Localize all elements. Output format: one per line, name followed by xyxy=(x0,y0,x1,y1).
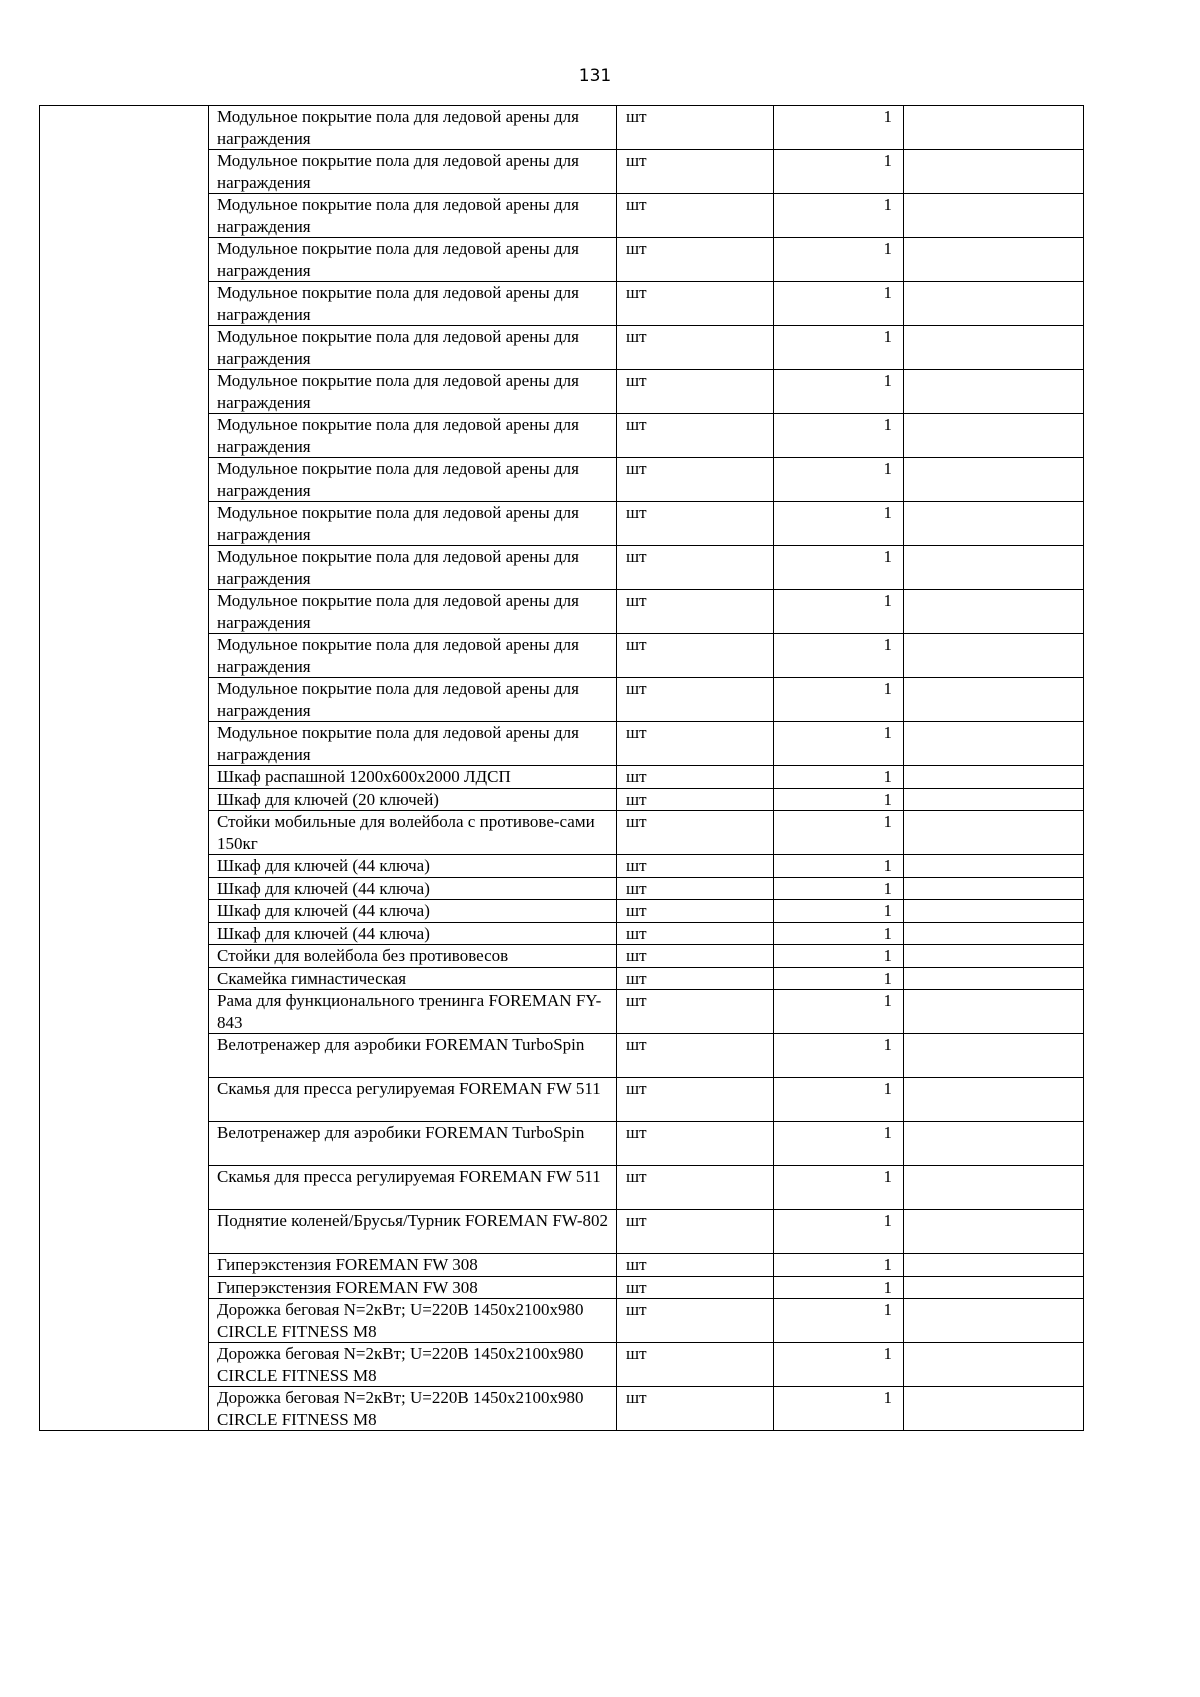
row-blank-right-cell xyxy=(904,634,1084,678)
row-blank-left-cell xyxy=(40,811,209,855)
row-blank-right-cell xyxy=(904,990,1084,1034)
row-blank-right-cell xyxy=(904,326,1084,370)
row-blank-right-cell xyxy=(904,414,1084,458)
row-blank-right-cell xyxy=(904,238,1084,282)
row-blank-left-cell xyxy=(40,1210,209,1254)
table-row xyxy=(40,811,1084,855)
unit-cell: шт xyxy=(617,678,774,722)
row-blank-right-cell xyxy=(904,150,1084,194)
quantity-cell: 1 xyxy=(774,811,904,855)
row-blank-left-cell xyxy=(40,766,209,789)
row-blank-left-cell xyxy=(40,326,209,370)
quantity-cell: 1 xyxy=(774,945,904,968)
item-name-cell: Стойки для волейбола без противовесов xyxy=(209,945,617,968)
row-blank-left-cell xyxy=(40,1254,209,1277)
equipment-table xyxy=(39,105,1084,1431)
table-row xyxy=(40,1210,1084,1254)
unit-cell: шт xyxy=(617,722,774,766)
table-row xyxy=(40,194,1084,238)
row-blank-left-cell xyxy=(40,370,209,414)
table-row xyxy=(40,326,1084,370)
item-name-cell: Модульное покрытие пола для ледовой арены для награждения xyxy=(209,238,617,282)
unit-cell: шт xyxy=(617,150,774,194)
unit-cell: шт xyxy=(617,1299,774,1343)
row-blank-right-cell xyxy=(904,194,1084,238)
unit-cell: шт xyxy=(617,590,774,634)
row-blank-left-cell xyxy=(40,900,209,923)
item-name-cell: Модульное покрытие пола для ледовой арены для награждения xyxy=(209,414,617,458)
row-blank-right-cell xyxy=(904,546,1084,590)
unit-cell: шт xyxy=(617,900,774,923)
table-row xyxy=(40,282,1084,326)
unit-cell: шт xyxy=(617,1034,774,1078)
unit-cell: шт xyxy=(617,855,774,878)
item-name-cell: Дорожка беговая N=2кВт; U=220В 1450х2100х980 CIRCLE FITNESS M8 xyxy=(209,1299,617,1343)
table-row xyxy=(40,900,1084,923)
unit-cell: шт xyxy=(617,811,774,855)
table-row xyxy=(40,1299,1084,1343)
quantity-cell: 1 xyxy=(774,590,904,634)
table-row xyxy=(40,1387,1084,1431)
quantity-cell: 1 xyxy=(774,1299,904,1343)
row-blank-left-cell xyxy=(40,546,209,590)
row-blank-right-cell xyxy=(904,967,1084,990)
quantity-cell: 1 xyxy=(774,370,904,414)
table-row xyxy=(40,855,1084,878)
quantity-cell: 1 xyxy=(774,238,904,282)
quantity-cell: 1 xyxy=(774,766,904,789)
row-blank-left-cell xyxy=(40,634,209,678)
unit-cell: шт xyxy=(617,238,774,282)
table-row xyxy=(40,1034,1084,1078)
item-name-cell: Модульное покрытие пола для ледовой арены для награждения xyxy=(209,678,617,722)
quantity-cell: 1 xyxy=(774,855,904,878)
item-name-cell: Шкаф распашной 1200х600х2000 ЛДСП xyxy=(209,766,617,789)
unit-cell: шт xyxy=(617,1387,774,1431)
item-name-cell: Модульное покрытие пола для ледовой арены для награждения xyxy=(209,546,617,590)
table-row xyxy=(40,590,1084,634)
table-row xyxy=(40,370,1084,414)
row-blank-right-cell xyxy=(904,590,1084,634)
row-blank-right-cell xyxy=(904,722,1084,766)
item-name-cell: Рама для функционального тренинга FOREMAN FY-843 xyxy=(209,990,617,1034)
table-row xyxy=(40,1276,1084,1299)
row-blank-right-cell xyxy=(904,1343,1084,1387)
quantity-cell: 1 xyxy=(774,150,904,194)
row-blank-left-cell xyxy=(40,877,209,900)
item-name-cell: Шкаф для ключей (44 ключа) xyxy=(209,900,617,923)
row-blank-left-cell xyxy=(40,678,209,722)
row-blank-right-cell xyxy=(904,811,1084,855)
table-row xyxy=(40,722,1084,766)
row-blank-right-cell xyxy=(904,1034,1084,1078)
item-name-cell: Модульное покрытие пола для ледовой арены для награждения xyxy=(209,458,617,502)
item-name-cell: Стойки мобильные для волейбола с противове-сами 150кг xyxy=(209,811,617,855)
unit-cell: шт xyxy=(617,414,774,458)
row-blank-left-cell xyxy=(40,238,209,282)
quantity-cell: 1 xyxy=(774,326,904,370)
item-name-cell: Модульное покрытие пола для ледовой арены для награждения xyxy=(209,106,617,150)
item-name-cell: Шкаф для ключей (44 ключа) xyxy=(209,922,617,945)
item-name-cell: Модульное покрытие пола для ледовой арены для награждения xyxy=(209,282,617,326)
quantity-cell: 1 xyxy=(774,990,904,1034)
quantity-cell: 1 xyxy=(774,1034,904,1078)
item-name-cell: Скамейка гимнастическая xyxy=(209,967,617,990)
row-blank-right-cell xyxy=(904,106,1084,150)
quantity-cell: 1 xyxy=(774,722,904,766)
unit-cell: шт xyxy=(617,1166,774,1210)
unit-cell: шт xyxy=(617,370,774,414)
quantity-cell: 1 xyxy=(774,1122,904,1166)
quantity-cell: 1 xyxy=(774,877,904,900)
row-blank-left-cell xyxy=(40,282,209,326)
quantity-cell: 1 xyxy=(774,922,904,945)
quantity-cell: 1 xyxy=(774,1078,904,1122)
row-blank-right-cell xyxy=(904,458,1084,502)
item-name-cell: Велотренажер для аэробики FOREMAN TurboSpin xyxy=(209,1034,617,1078)
table-row xyxy=(40,990,1084,1034)
row-blank-left-cell xyxy=(40,1122,209,1166)
row-blank-left-cell xyxy=(40,458,209,502)
row-blank-right-cell xyxy=(904,788,1084,811)
row-blank-left-cell xyxy=(40,106,209,150)
row-blank-right-cell xyxy=(904,1254,1084,1277)
row-blank-left-cell xyxy=(40,414,209,458)
unit-cell: шт xyxy=(617,282,774,326)
row-blank-left-cell xyxy=(40,967,209,990)
unit-cell: шт xyxy=(617,326,774,370)
item-name-cell: Шкаф для ключей (20 ключей) xyxy=(209,788,617,811)
table-row xyxy=(40,967,1084,990)
item-name-cell: Модульное покрытие пола для ледовой арены для награждения xyxy=(209,194,617,238)
row-blank-right-cell xyxy=(904,502,1084,546)
row-blank-left-cell xyxy=(40,1387,209,1431)
row-blank-left-cell xyxy=(40,1343,209,1387)
table-row xyxy=(40,414,1084,458)
row-blank-left-cell xyxy=(40,1034,209,1078)
table-row xyxy=(40,546,1084,590)
item-name-cell: Модульное покрытие пола для ледовой арены для награждения xyxy=(209,502,617,546)
unit-cell: шт xyxy=(617,922,774,945)
row-blank-right-cell xyxy=(904,945,1084,968)
table-row xyxy=(40,634,1084,678)
equipment-table-container xyxy=(39,105,1084,1431)
quantity-cell: 1 xyxy=(774,502,904,546)
table-row xyxy=(40,502,1084,546)
unit-cell: шт xyxy=(617,194,774,238)
row-blank-right-cell xyxy=(904,877,1084,900)
equipment-table-body xyxy=(40,106,1084,1431)
row-blank-right-cell xyxy=(904,1299,1084,1343)
item-name-cell: Модульное покрытие пола для ледовой арены для награждения xyxy=(209,722,617,766)
row-blank-right-cell xyxy=(904,855,1084,878)
row-blank-left-cell xyxy=(40,990,209,1034)
row-blank-right-cell xyxy=(904,766,1084,789)
row-blank-right-cell xyxy=(904,1276,1084,1299)
quantity-cell: 1 xyxy=(774,1343,904,1387)
row-blank-right-cell xyxy=(904,282,1084,326)
quantity-cell: 1 xyxy=(774,1166,904,1210)
unit-cell: шт xyxy=(617,1254,774,1277)
table-row xyxy=(40,678,1084,722)
quantity-cell: 1 xyxy=(774,634,904,678)
item-name-cell: Шкаф для ключей (44 ключа) xyxy=(209,855,617,878)
quantity-cell: 1 xyxy=(774,788,904,811)
row-blank-right-cell xyxy=(904,1166,1084,1210)
item-name-cell: Модульное покрытие пола для ледовой арены для награждения xyxy=(209,590,617,634)
table-row xyxy=(40,238,1084,282)
row-blank-left-cell xyxy=(40,194,209,238)
unit-cell: шт xyxy=(617,1210,774,1254)
page-number: 131 xyxy=(578,66,612,86)
item-name-cell: Модульное покрытие пола для ледовой арены для награждения xyxy=(209,634,617,678)
unit-cell: шт xyxy=(617,1276,774,1299)
unit-cell: шт xyxy=(617,634,774,678)
row-blank-left-cell xyxy=(40,788,209,811)
row-blank-right-cell xyxy=(904,678,1084,722)
row-blank-right-cell xyxy=(904,1387,1084,1431)
item-name-cell: Поднятие коленей/Брусья/Турник FOREMAN FW-802 xyxy=(209,1210,617,1254)
row-blank-left-cell xyxy=(40,1166,209,1210)
item-name-cell: Дорожка беговая N=2кВт; U=220В 1450х2100х980 CIRCLE FITNESS M8 xyxy=(209,1387,617,1431)
item-name-cell: Дорожка беговая N=2кВт; U=220В 1450х2100х980 CIRCLE FITNESS M8 xyxy=(209,1343,617,1387)
quantity-cell: 1 xyxy=(774,546,904,590)
quantity-cell: 1 xyxy=(774,458,904,502)
unit-cell: шт xyxy=(617,945,774,968)
row-blank-right-cell xyxy=(904,922,1084,945)
table-row xyxy=(40,1078,1084,1122)
item-name-cell: Скамья для пресса регулируемая FOREMAN FW 511 xyxy=(209,1166,617,1210)
unit-cell: шт xyxy=(617,458,774,502)
table-row xyxy=(40,766,1084,789)
quantity-cell: 1 xyxy=(774,1276,904,1299)
row-blank-left-cell xyxy=(40,945,209,968)
row-blank-right-cell xyxy=(904,370,1084,414)
quantity-cell: 1 xyxy=(774,106,904,150)
item-name-cell: Велотренажер для аэробики FOREMAN TurboSpin xyxy=(209,1122,617,1166)
row-blank-left-cell xyxy=(40,1276,209,1299)
quantity-cell: 1 xyxy=(774,282,904,326)
row-blank-left-cell xyxy=(40,150,209,194)
quantity-cell: 1 xyxy=(774,1210,904,1254)
table-row xyxy=(40,922,1084,945)
row-blank-right-cell xyxy=(904,1078,1084,1122)
quantity-cell: 1 xyxy=(774,194,904,238)
unit-cell: шт xyxy=(617,766,774,789)
quantity-cell: 1 xyxy=(774,967,904,990)
row-blank-right-cell xyxy=(904,1122,1084,1166)
row-blank-left-cell xyxy=(40,502,209,546)
table-row xyxy=(40,1254,1084,1277)
unit-cell: шт xyxy=(617,106,774,150)
row-blank-right-cell xyxy=(904,1210,1084,1254)
row-blank-right-cell xyxy=(904,900,1084,923)
row-blank-left-cell xyxy=(40,1078,209,1122)
table-row xyxy=(40,458,1084,502)
table-row xyxy=(40,1343,1084,1387)
row-blank-left-cell xyxy=(40,590,209,634)
row-blank-left-cell xyxy=(40,855,209,878)
quantity-cell: 1 xyxy=(774,900,904,923)
table-row xyxy=(40,150,1084,194)
table-row xyxy=(40,788,1084,811)
table-row xyxy=(40,1122,1084,1166)
table-row xyxy=(40,945,1084,968)
item-name-cell: Шкаф для ключей (44 ключа) xyxy=(209,877,617,900)
unit-cell: шт xyxy=(617,1078,774,1122)
quantity-cell: 1 xyxy=(774,1254,904,1277)
table-row xyxy=(40,877,1084,900)
item-name-cell: Модульное покрытие пола для ледовой арены для награждения xyxy=(209,370,617,414)
unit-cell: шт xyxy=(617,1122,774,1166)
quantity-cell: 1 xyxy=(774,1387,904,1431)
row-blank-left-cell xyxy=(40,722,209,766)
item-name-cell: Скамья для пресса регулируемая FOREMAN FW 511 xyxy=(209,1078,617,1122)
unit-cell: шт xyxy=(617,788,774,811)
row-blank-left-cell xyxy=(40,922,209,945)
item-name-cell: Гиперэкстензия FOREMAN FW 308 xyxy=(209,1276,617,1299)
unit-cell: шт xyxy=(617,1343,774,1387)
item-name-cell: Модульное покрытие пола для ледовой арены для награждения xyxy=(209,326,617,370)
unit-cell: шт xyxy=(617,502,774,546)
quantity-cell: 1 xyxy=(774,414,904,458)
table-row xyxy=(40,106,1084,150)
unit-cell: шт xyxy=(617,967,774,990)
item-name-cell: Гиперэкстензия FOREMAN FW 308 xyxy=(209,1254,617,1277)
quantity-cell: 1 xyxy=(774,678,904,722)
item-name-cell: Модульное покрытие пола для ледовой арены для награждения xyxy=(209,150,617,194)
unit-cell: шт xyxy=(617,990,774,1034)
row-blank-left-cell xyxy=(40,1299,209,1343)
unit-cell: шт xyxy=(617,877,774,900)
unit-cell: шт xyxy=(617,546,774,590)
table-row xyxy=(40,1166,1084,1210)
